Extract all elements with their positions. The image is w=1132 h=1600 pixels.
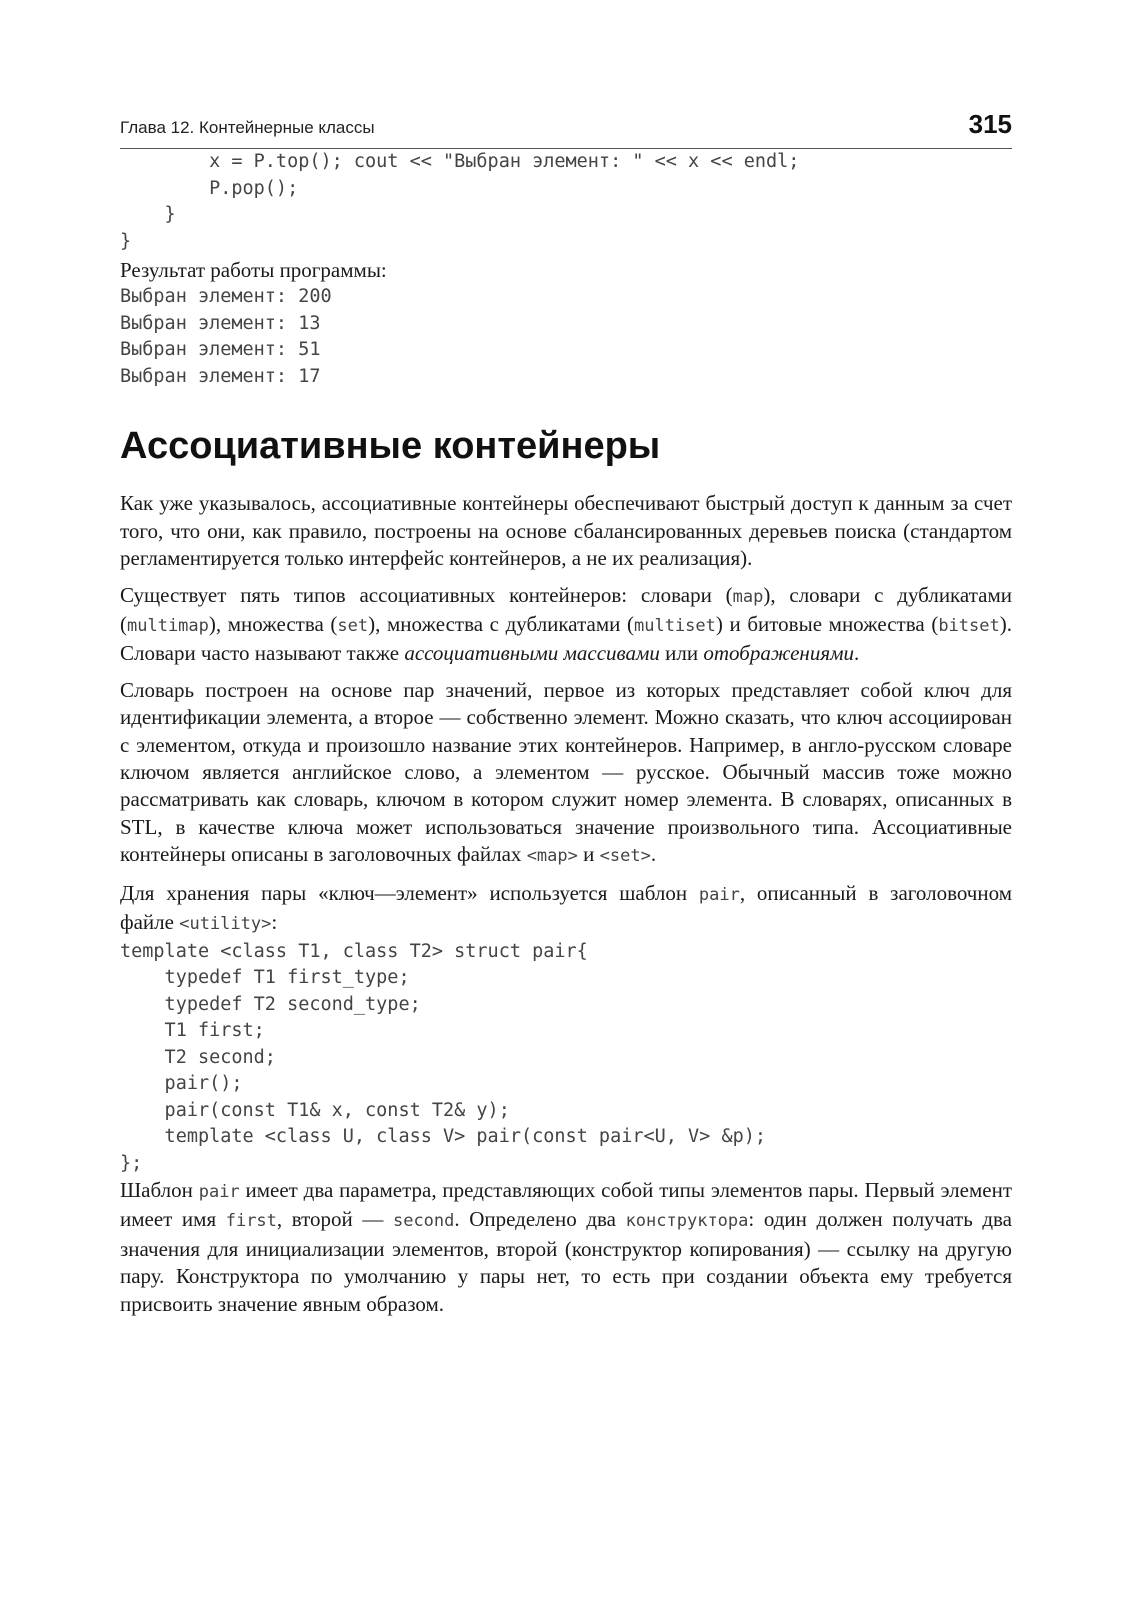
text-run: ), словари с дубликатами ( xyxy=(120,582,1012,637)
text-run: : один должен получать два значения для инициализации элементов, второй (конструктор копирования) — ссылку на другую пару. Конструктора по умолчанию у пары нет, то есть при создании объекта ему требуется присвоить значение явным образом. xyxy=(120,1207,1013,1316)
code-term-set: set xyxy=(337,616,369,637)
running-header xyxy=(120,108,1012,149)
text-run: имеет два параметра, представляющих собой типы элементов пары. Первый элемент имеет имя xyxy=(120,1178,1013,1232)
code-term-map-header: <map> xyxy=(526,846,578,867)
text-run: ). Словари часто называют также xyxy=(120,612,1012,666)
text-run: . Определено два xyxy=(454,1207,626,1232)
code-term-constructor: конструктора xyxy=(625,1211,749,1232)
pair-template-code: template <class T1, class T2> struct pair{ typedef T1 first_type; typedef T2 second_type; T1 first; T2 second; pair(); pair(const T1& x, const T2& y); template <class U, class V> pair(const pair<U, V> &p); }; xyxy=(120,940,767,1174)
result-label: Результат работы программы: xyxy=(120,258,387,282)
text-run: Для хранения пары «ключ—элемент» используется шаблон xyxy=(120,880,699,905)
text-run: Шаблон xyxy=(120,1178,199,1202)
paragraph-intro: Как уже указывалось, ассоциативные контейнеры обеспечивают быстрый доступ к данным за счет того, что они, как правило, построены на основе сбалансированных деревьев поиска (стандартом регламентируется только интерфейс контейнеров, а не их реализация). xyxy=(120,491,1012,571)
text-run: или xyxy=(659,641,704,666)
code-term-pair: pair xyxy=(198,1182,240,1202)
text-run: . xyxy=(854,641,860,666)
chapter-title: Глава 12. Контейнерные классы xyxy=(120,118,375,137)
code-term-pair: pair xyxy=(698,884,740,905)
code-term-set-header: <set> xyxy=(599,846,651,867)
paragraph-pair-intro xyxy=(120,880,1012,939)
text-run: ) и битовые множества ( xyxy=(715,612,939,637)
italic-term: ассоциативными массивами xyxy=(404,641,660,666)
code-term-bitset: bitset xyxy=(938,616,1000,637)
text-run: ), множества с дубликатами ( xyxy=(368,612,634,637)
code-term-multimap: multimap xyxy=(127,616,209,637)
code-term-multiset: multiset xyxy=(633,616,716,637)
text-run: и xyxy=(577,842,600,867)
code-listing-end: x = P.top(); cout << "Выбран элемент: " << x << endl; P.pop(); } } xyxy=(120,151,800,252)
text-run: Словарь построен на основе пар значений, первое из которых представляет собой ключ для идентификации элемента, а второе — собственно элемент. Можно сказать, что ключ ассоциирован с элементом, откуда и произошло название этих контейнеров. Например, в англо-русском словаре ключом является английское слово, а элементом — русское. Обычный массив тоже можно рассматривать как словарь, ключом в котором служит номер элемента. В словарях, описанных в STL, в качестве ключа может использоваться значение произвольного типа. Ассоциативные контейнеры описаны в заголовочных файлах xyxy=(120,677,1012,867)
paragraph-container-types xyxy=(120,582,1012,668)
text-run: Существует пять типов ассоциативных контейнеров: словари ( xyxy=(120,582,733,607)
text-run: ), множества ( xyxy=(208,612,338,637)
paragraph-pair-description xyxy=(120,1177,1012,1318)
code-term-first: first xyxy=(225,1211,277,1232)
code-term-utility: <utility> xyxy=(179,914,272,935)
text-run: . xyxy=(650,842,657,867)
program-output: Выбран элемент: 200 Выбран элемент: 13 Выбран элемент: 51 Выбран элемент: 17 xyxy=(120,286,332,387)
section-heading: Ассоциативные контейнеры xyxy=(120,425,661,468)
text-run: , описанный в заголовочном файле xyxy=(120,880,1012,935)
text-run: , второй — xyxy=(276,1207,393,1232)
text-run: : xyxy=(271,910,278,935)
book-page xyxy=(120,108,1012,1318)
italic-term: отображениями xyxy=(703,641,854,666)
paragraph-dictionary xyxy=(120,677,1012,871)
page-number: 315 xyxy=(968,109,1012,139)
code-term-map: map xyxy=(732,586,764,607)
code-term-second: second xyxy=(392,1211,455,1232)
